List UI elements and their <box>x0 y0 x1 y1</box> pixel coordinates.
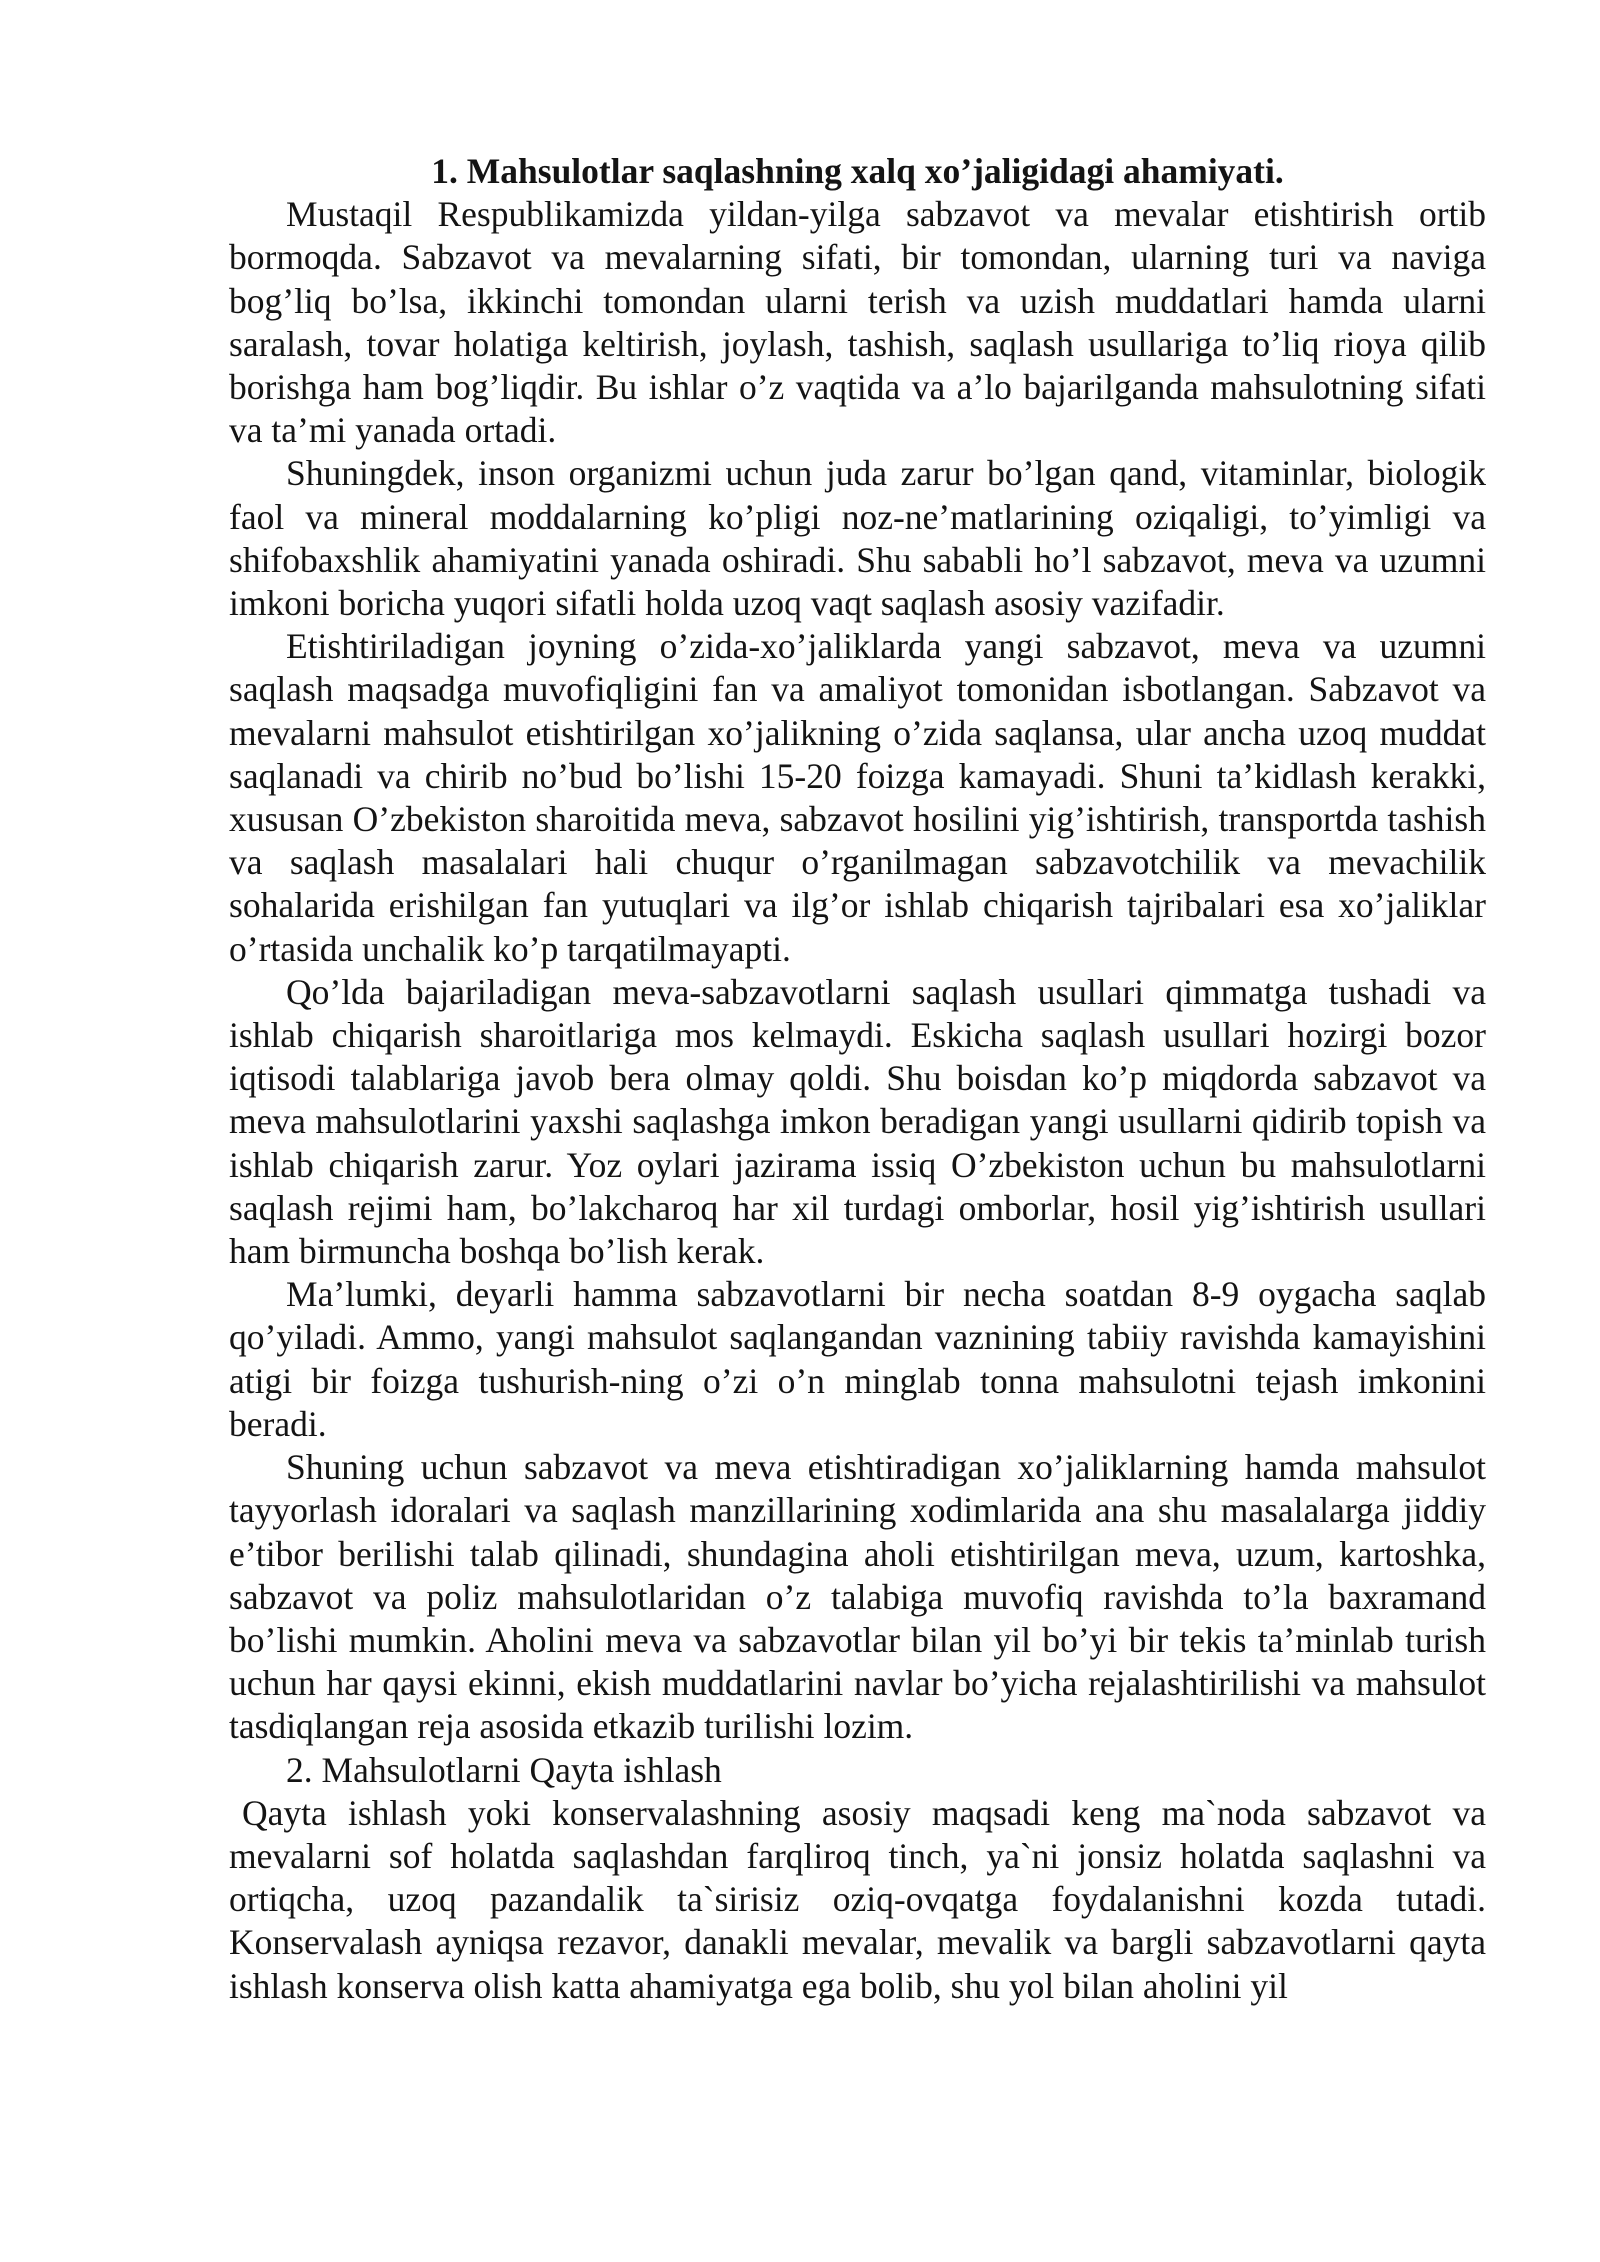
paragraph: Shuningdek, inson organizmi uchun juda zarur bo’lgan qand, vitaminlar, biologik faol va mineral moddalarning ko’pligi noz-ne’matlarining oziqaligi, to’yimligi va shifobaxshlik ahamiyatini yanada oshiradi. Shu sababli ho’l sabzavot, meva va uzumni imkoni boricha yuqori sifatli holda uzoq vaqt saqlash asosiy vazifadir. <box>229 453 1486 624</box>
paragraph: Mustaqil Respublikamizda yildan-yilga sabzavot va mevalar etishtirish ortib bormoqda. Sabzavot va mevalarning sifati, bir tomondan, ularning turi va naviga bog’liq bo’lsa, ikkinchi tomondan ularni terish va uzish muddatlari hamda ularni saralash, tovar holatiga keltirish, joylash, tashish, saqlash usullariga to’liq rioya qilib borishga ham bog’liqdir. Bu ishlar o’z vaqtida va a’lo bajarilganda mahsulotning sifati va ta’mi yanada ortadi. <box>229 194 1486 451</box>
section-subheading: 2. Mahsulotlarni Qayta ishlash <box>286 1749 722 1790</box>
section-heading: 1. Mahsulotlar saqlashning xalq xo’jaligidagi ahamiyati. <box>431 151 1284 191</box>
paragraph: Etishtiriladigan joyning o’zida-xo’jaliklarda yangi sabzavot, meva va uzumni saqlash maqsadga muvofiqligini fan va amaliyot tomonidan isbotlangan. Sabzavot va mevalarni mahsulot etishtirilgan xo’jalikning o’zida saqlansa, ular ancha uzoq muddat saqlanadi va chirib no’bud bo’lishi 15-20 foizga kamayadi. Shuni ta’kidlash kerakki, xususan O’zbekiston sharoitida meva, sabzavot hosilini yig’ishtirish, transportda tashish va saqlash masalalari hali chuqur o’rganilmagan sabzavotchilik va mevachilik sohalarida erishilgan fan yutuqlari va ilg’or ishlab chiqarish tajribalari esa xo’jaliklar o’rtasida unchalik ko’p tarqatilmayapti. <box>229 626 1486 969</box>
paragraph: Qo’lda bajariladigan meva-sabzavotlarni saqlash usullari qimmatga tushadi va ishlab chiqarish sharoitlariga mos kelmaydi. Eskicha saqlash usullari hozirgi bozor iqtisodi talablariga javob bera olmay qoldi. Shu boisdan ko’p miqdorda sabzavot va meva mahsulotlarini yaxshi saqlashga imkon beradigan yangi usullarni qidirib topish va ishlab chiqarish zarur. Yoz oylari jazirama issiq O’zbekiston uchun bu mahsulotlarni saqlash rejimi ham, bo’lakcharoq har xil turdagi omborlar, hosil yig’ishtirish usullari ham birmuncha boshqa bo’lish kerak. <box>229 971 1486 1272</box>
document-page <box>229 150 1486 2008</box>
paragraph: Shuning uchun sabzavot va meva etishtiradigan xo’jaliklarning hamda mahsulot tayyorlash idoralari va saqlash manzillarining xodimlarida ana shu masalalarga jiddiy e’tibor berilishi talab qilinadi, shundagina aholi etishtirilgan meva, uzum, kartoshka, sabzavot va poliz mahsulotlaridan o’z talabiga muvofiq ravishda to’la baxramand bo’lishi mumkin. Aholini meva va sabzavotlar bilan yil bo’yi bir tekis ta’minlab turish uchun har qaysi ekinni, ekish muddatlarini navlar bo’yicha rejalashtirilishi va mahsulot tasdiqlangan reja asosida etkazib turilishi lozim. <box>229 1447 1486 1747</box>
paragraph: Qayta ishlash yoki konservalashning asosiy maqsadi keng ma`noda sabzavot va mevalarni sof holatda saqlashdan farqliroq tinch, ya`ni jonsiz holatda saqlashni va ortiqcha, uzoq pazandalik ta`sirisiz oziq-ovqatga foydalanishni kozda tutadi. Konservalash ayniqsa rezavor, danakli mevalar, mevalik va bargli sabzavotlarni qayta ishlash konserva olish katta ahamiyatga ega bolib, shu yol bilan aholini yil <box>229 1792 1486 2006</box>
paragraph: Ma’lumki, deyarli hamma sabzavotlarni bir necha soatdan 8-9 oygacha saqlab qo’yiladi. Ammo, yangi mahsulot saqlangandan vaznining tabiiy ravishda kamayishini atigi bir foizga tushurish-ning o’zi o’n minglab tonna mahsulotni tejash imkonini beradi. <box>229 1274 1486 1444</box>
